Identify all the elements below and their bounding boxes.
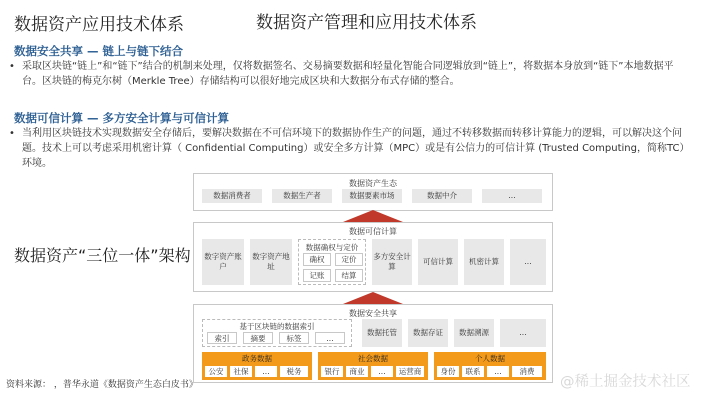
bullet-text: 采取区块链“链上”和“链下”结合的机制来处理，仅将数据签名、交易摘要数据和轻量化智能合同逻辑放到“链上”，将数据本身放到“链下”本地数据平台。区块链的梅克尔树（Merkle Tree）存储结构可以很好地完成区块和大数据分布式存储的整合。 bbox=[22, 61, 674, 87]
gov-item-police: 公安 bbox=[205, 366, 227, 377]
personal-item-contact: 联系 bbox=[462, 366, 484, 377]
bullet-icon: • bbox=[9, 61, 15, 72]
gov-data-title: 政务数据 bbox=[242, 354, 272, 363]
index-item-digest: 摘要 bbox=[243, 332, 273, 344]
computing-title: 数据可信计算 bbox=[349, 227, 397, 236]
computing-box-address: 数字资产地址 bbox=[250, 239, 292, 285]
watermark: @稀土掘金技术社区 bbox=[560, 374, 691, 390]
index-title: 基于区块链的数据索引 bbox=[239, 322, 315, 331]
computing-box-trusted: 可信计算 bbox=[418, 239, 458, 285]
bullet-icon: • bbox=[9, 128, 15, 139]
sharing-box-traceability: 数据溯源 bbox=[454, 319, 494, 347]
social-data-title: 社会数据 bbox=[358, 354, 388, 363]
pricing-item-price: 定价 bbox=[335, 253, 363, 266]
pricing-group bbox=[298, 239, 366, 285]
ecosystem-layer bbox=[193, 173, 553, 211]
arrow-up-icon bbox=[343, 210, 403, 222]
sharing-title: 数据安全共享 bbox=[349, 309, 397, 318]
pricing-item-bookkeeping: 记账 bbox=[303, 269, 331, 282]
sharing-layer bbox=[193, 304, 553, 383]
section-text-secure-sharing bbox=[9, 59, 692, 89]
ecosystem-box-consumer: 数据消费者 bbox=[202, 189, 262, 203]
computing-box-confidential: 机密计算 bbox=[464, 239, 504, 285]
ecosystem-box-market: 数据要素市场 bbox=[342, 189, 402, 203]
section-text-trusted-computing bbox=[9, 126, 692, 171]
index-group bbox=[202, 319, 352, 347]
arrow-up-icon bbox=[343, 292, 403, 304]
social-item-carrier: 运营商 bbox=[396, 366, 424, 377]
pricing-item-settlement: 结算 bbox=[335, 269, 363, 282]
pricing-title: 数据确权与定价 bbox=[305, 243, 359, 252]
index-item-index: 索引 bbox=[207, 332, 237, 344]
ecosystem-box-more: ... bbox=[482, 189, 542, 203]
personal-item-more: ... bbox=[487, 366, 509, 377]
social-item-bank: 银行 bbox=[321, 366, 343, 377]
ecosystem-box-producer: 数据生产者 bbox=[272, 189, 332, 203]
index-item-more: ... bbox=[315, 332, 345, 344]
gov-item-social-security: 社保 bbox=[230, 366, 252, 377]
sub-title: 数据资产应用技术体系 bbox=[14, 15, 184, 35]
social-item-commerce: 商业 bbox=[346, 366, 368, 377]
computing-box-mpc: 多方安全计算 bbox=[372, 239, 412, 285]
source-note: 资料来源： ，普华永道《数据资产生态白皮书》 bbox=[6, 380, 198, 390]
sharing-box-custody: 数据托管 bbox=[362, 319, 402, 347]
personal-item-consumption: 消费 bbox=[512, 366, 542, 377]
gov-item-more: ... bbox=[255, 366, 277, 377]
page-title: 数据资产管理和应用技术体系 bbox=[256, 13, 477, 33]
sharing-box-more: ... bbox=[500, 319, 546, 347]
sharing-box-evidence: 数据存证 bbox=[408, 319, 448, 347]
computing-layer bbox=[193, 222, 553, 292]
pricing-item-ownership: 确权 bbox=[303, 253, 331, 266]
personal-data-title: 个人数据 bbox=[475, 354, 505, 363]
bullet-text: 当利用区块链技术实现数据安全存储后，要解决数据在不可信环境下的数据协作生产的问题，通过不转移数据而转移计算能力的逻辑，可以解决这个问题。技术上可以考虑采用机密计算（ Confidential Computing）或安全多方计算（MPC）或是有公信力的可信计算 (Trusted Computing，简称TC）环境。 bbox=[22, 128, 690, 169]
ecosystem-box-intermediary: 数据中介 bbox=[412, 189, 472, 203]
index-item-tag: 标签 bbox=[279, 332, 309, 344]
architecture-label: 数据资产“三位一体”架构 bbox=[14, 246, 191, 265]
personal-item-identity: 身份 bbox=[437, 366, 459, 377]
computing-box-more: ... bbox=[510, 239, 546, 285]
social-item-more: ... bbox=[371, 366, 393, 377]
section-heading-secure-sharing: 数据安全共享 — 链上与链下结合 bbox=[14, 44, 184, 58]
gov-item-tax: 税务 bbox=[280, 366, 308, 377]
computing-box-account: 数字资产账户 bbox=[202, 239, 244, 285]
architecture-diagram bbox=[193, 173, 553, 383]
ecosystem-title: 数据资产生态 bbox=[349, 179, 397, 188]
section-heading-trusted-computing: 数据可信计算 — 多方安全计算与可信计算 bbox=[14, 111, 230, 125]
